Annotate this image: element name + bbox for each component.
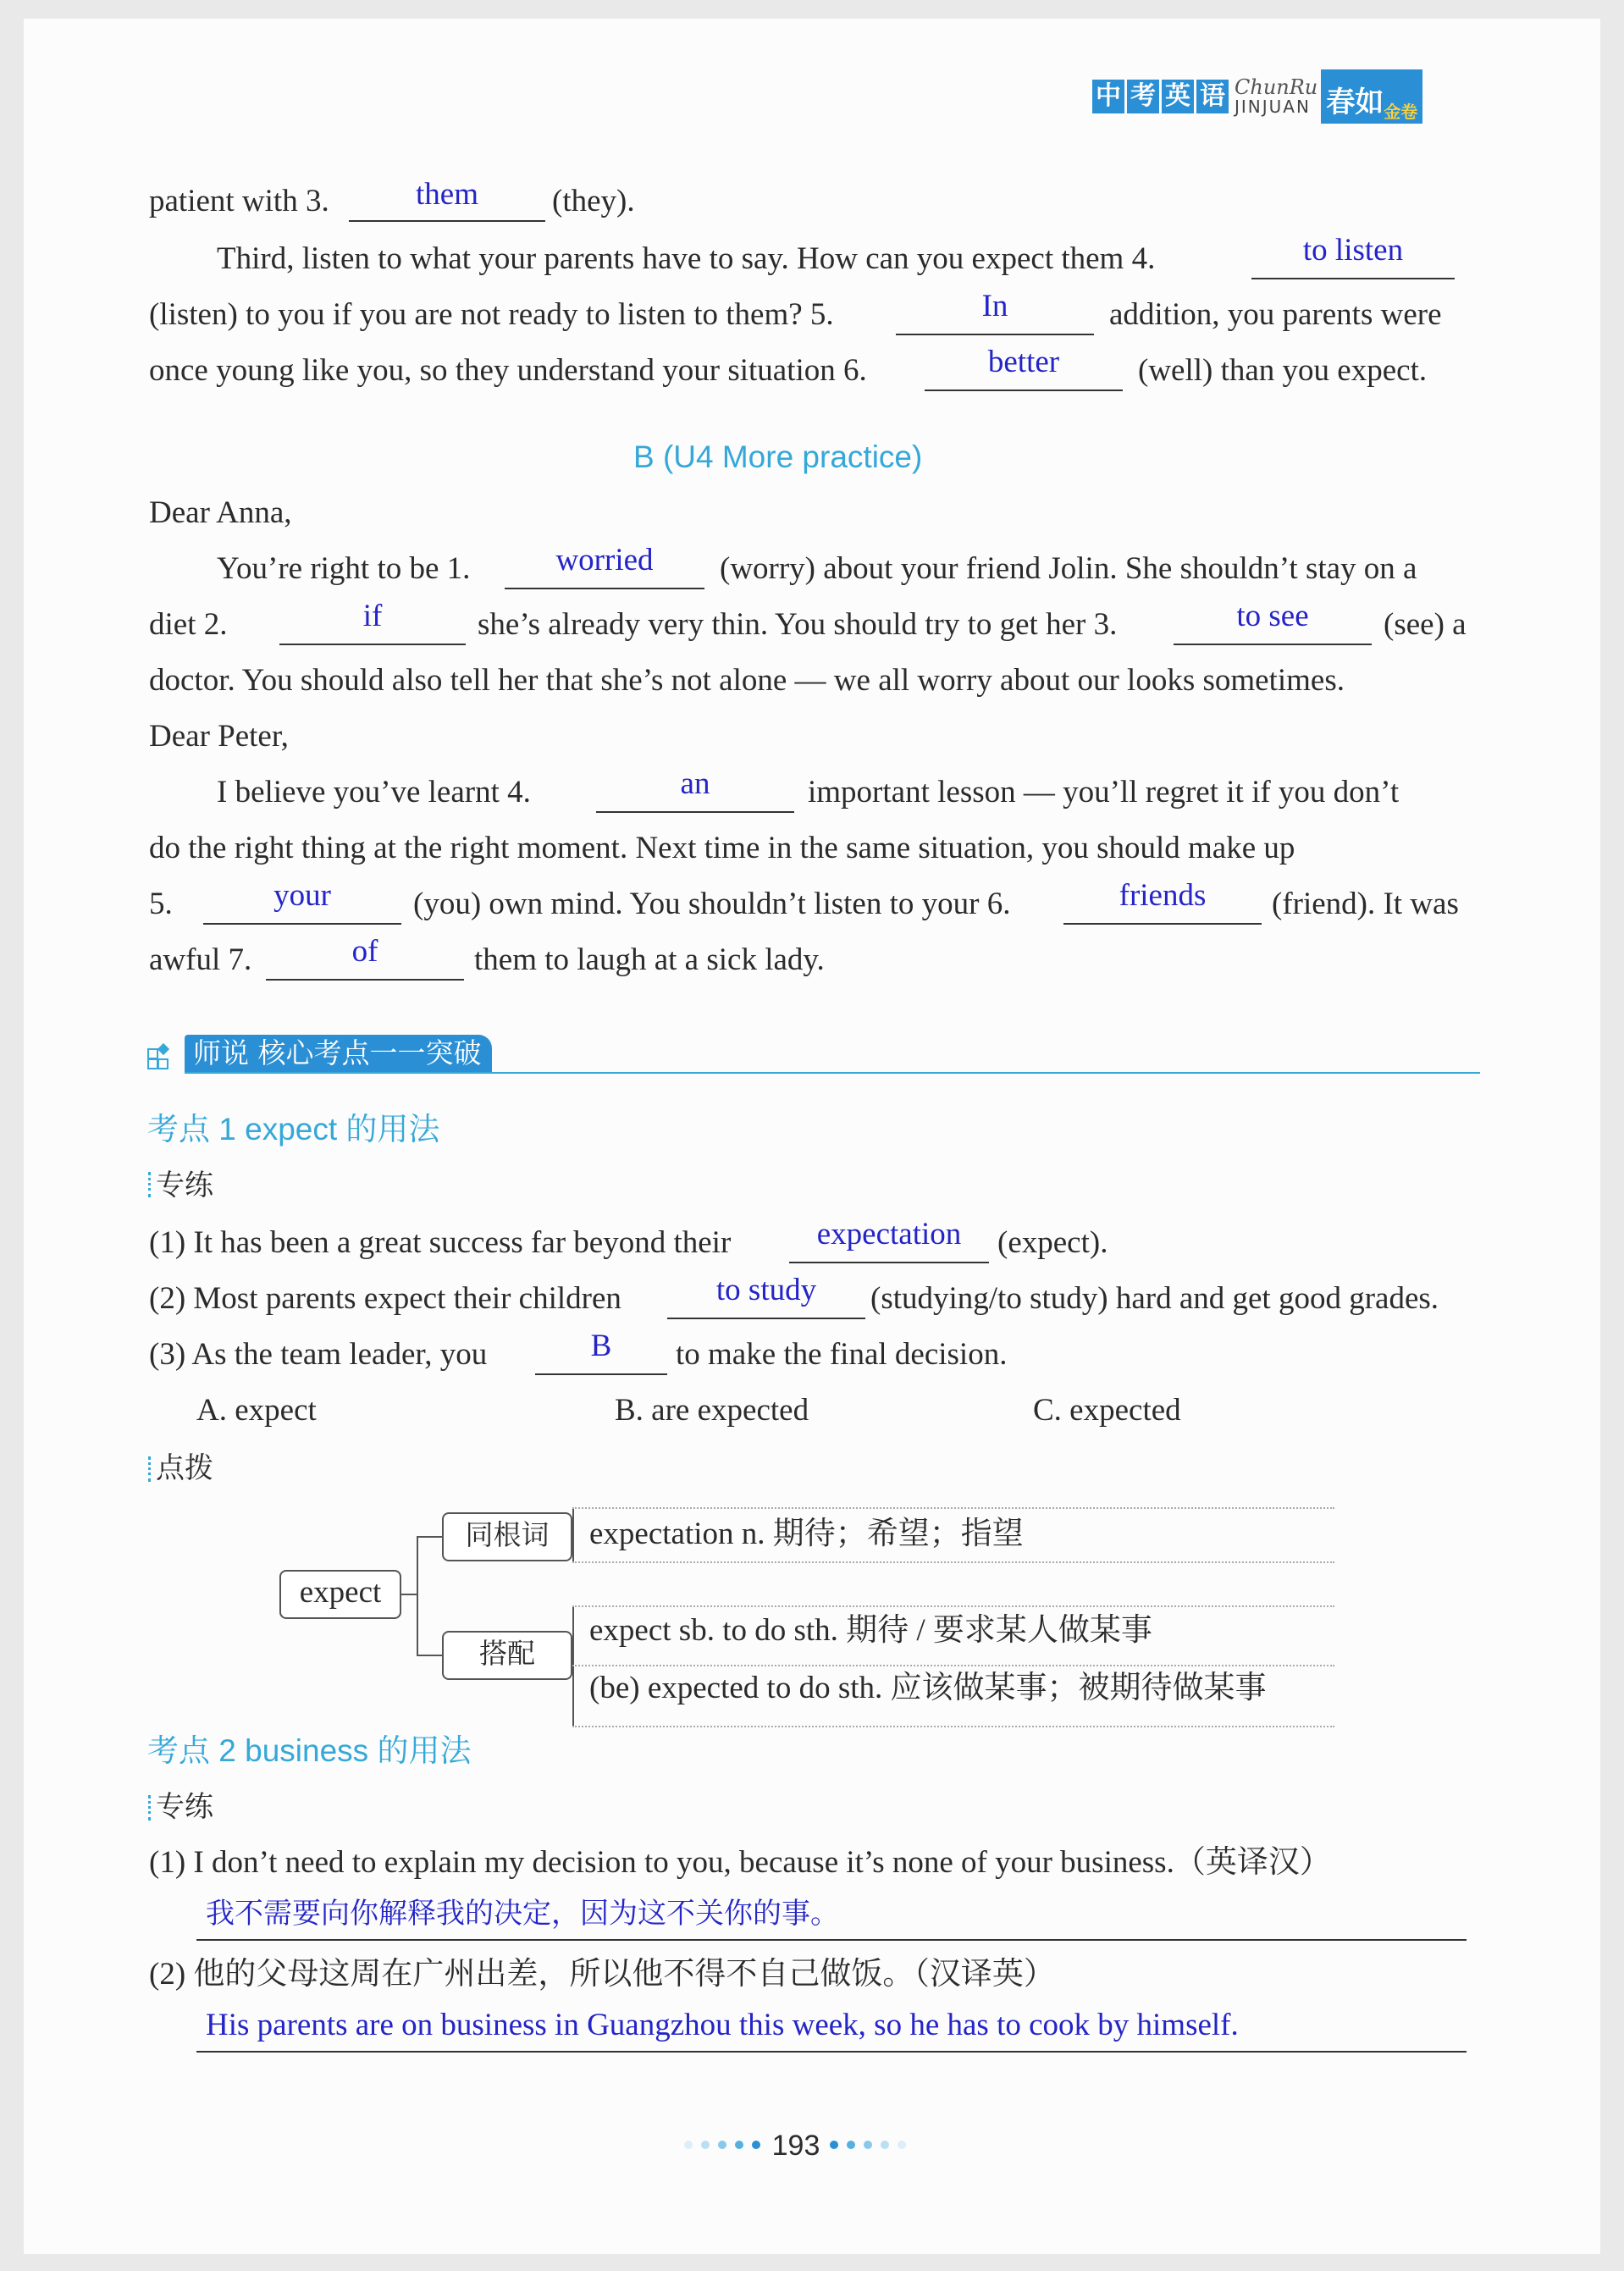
question: to make the final decision.	[676, 1337, 1008, 1372]
answer-blank	[896, 334, 1094, 335]
dotted-rule	[572, 1726, 1334, 1727]
text-line: awful 7.	[149, 942, 252, 977]
question: (2) 他的父母这周在广州出差，所以他不得不自己做饭。（汉译英）	[149, 1957, 1055, 1992]
greeting: Dear Peter,	[149, 719, 289, 754]
answer-blank	[1174, 644, 1372, 645]
section-banner: 师说 核心考点一一突破	[185, 1035, 492, 1072]
text-line: once young like you, so they understand your situation 6.	[149, 353, 867, 388]
page-number: 193	[771, 2130, 820, 2162]
answer-text: B	[590, 1329, 612, 1363]
branch-node: 同根词	[442, 1512, 572, 1561]
answer-text: expectation	[816, 1217, 962, 1252]
answer-text: if	[362, 599, 383, 633]
footer-dot	[881, 2141, 889, 2149]
branch-item: expect sb. to do sth. 期待 / 要求某人做某事	[589, 1613, 1152, 1648]
connector	[417, 1536, 418, 1656]
text-line: (worry) about your friend Jolin. She shouldn’t stay on a	[720, 551, 1417, 586]
answer-blank	[596, 811, 794, 813]
brand-chinese: 春如	[1326, 86, 1384, 119]
practice-label: 专练	[156, 1169, 213, 1202]
answer-text: 我不需要向你解释我的决定，因为这不关你的事。	[206, 1897, 839, 1931]
answer-line	[196, 1939, 1467, 1941]
connector	[417, 1536, 442, 1538]
answer-text: an	[680, 766, 710, 801]
text-line: (well) than you expect.	[1138, 353, 1428, 388]
connector	[400, 1594, 417, 1595]
series-box: 英	[1162, 80, 1194, 113]
answer-blank	[505, 588, 704, 589]
branch-node: 搭配	[442, 1631, 572, 1680]
series-box: 语	[1196, 80, 1229, 113]
footer-dot	[718, 2141, 726, 2149]
page	[24, 19, 1600, 2254]
answer-blank	[203, 923, 401, 925]
greeting: Dear Anna,	[149, 495, 292, 530]
footer-dot	[830, 2141, 838, 2149]
option: B. are expected	[615, 1393, 809, 1428]
question: (1) I don’t need to explain my decision to you, because it’s none of your business.（英译汉）	[149, 1845, 1331, 1880]
answer-blank	[1063, 923, 1262, 925]
text-line: (you) own mind. You shouldn’t listen to your 6.	[413, 887, 1011, 921]
footer-dot	[735, 2141, 743, 2149]
grid-icon	[147, 1040, 174, 1067]
option: A. expect	[196, 1393, 317, 1428]
dotted-rule	[572, 1507, 1334, 1509]
text-line: she’s already very thin. You should try to get her 3.	[478, 607, 1118, 642]
text-line: (see) a	[1384, 607, 1467, 642]
banner-rule	[185, 1072, 1480, 1074]
practice-label: 专练	[156, 1790, 213, 1824]
footer-dot	[898, 2141, 906, 2149]
question: (studying/to study) hard and get good grades.	[870, 1281, 1439, 1316]
brand-suffix: 金卷	[1384, 102, 1418, 122]
footer-dot	[864, 2141, 872, 2149]
point-title: 考点 1 expect 的用法	[147, 1112, 440, 1147]
text-line: patient with 3.	[149, 184, 329, 218]
connector	[417, 1655, 442, 1656]
answer-text: worried	[555, 543, 654, 577]
answer-text: them	[416, 177, 478, 212]
bracket-line	[572, 1605, 574, 1727]
series-logo	[1092, 69, 1422, 124]
dotted-rule	[572, 1605, 1334, 1607]
text-line: important lesson — you’ll regret it if you don’t	[808, 775, 1400, 809]
answer-text: of	[351, 934, 378, 969]
section-title: B (U4 More practice)	[633, 439, 923, 474]
answer-blank	[925, 390, 1123, 391]
dotted-rule	[572, 1561, 1334, 1563]
footer-dot	[847, 2141, 855, 2149]
footer-dot	[684, 2141, 693, 2149]
answer-text: better	[987, 345, 1060, 379]
text-line: (they).	[552, 184, 635, 218]
answer-text: your	[273, 878, 331, 913]
series-box: 中	[1092, 80, 1124, 113]
branch-item: expectation n. 期待；希望；指望	[589, 1517, 1024, 1551]
text-line: doctor. You should also tell her that she’s not alone — we all worry about our looks sometimes.	[149, 663, 1345, 698]
brand-latin-top: ChunRu	[1235, 75, 1318, 99]
series-box: 考	[1127, 80, 1159, 113]
text-line: do the right thing at the right moment. Next time in the same situation, you should make up	[149, 831, 1295, 865]
bracket-line	[572, 1507, 574, 1563]
footer-dot	[752, 2141, 760, 2149]
answer-text: friends	[1119, 878, 1207, 913]
text-line: I believe you’ve learnt 4.	[217, 775, 531, 809]
answer-blank	[279, 644, 466, 645]
tips-label: 点拨	[156, 1451, 213, 1485]
brand-badge	[1321, 69, 1422, 124]
question: (3) As the team leader, you	[149, 1337, 488, 1372]
answer-text: to listen	[1302, 233, 1404, 268]
answer-blank	[349, 220, 545, 222]
branch-item: (be) expected to do sth. 应该做某事；被期待做某事	[589, 1671, 1267, 1705]
answer-blank	[1251, 278, 1455, 279]
question: (1) It has been a great success far beyond their	[149, 1225, 732, 1260]
text-line: diet 2.	[149, 607, 228, 642]
answer-blank	[266, 979, 464, 981]
text-line: You’re right to be 1.	[217, 551, 471, 586]
answer-blank	[789, 1262, 989, 1263]
answer-text: His parents are on business in Guangzhou this week, so he has to cook by himself.	[206, 2008, 1239, 2042]
text-line: Third, listen to what your parents have to say. How can you expect them 4.	[217, 241, 1156, 276]
question: (2) Most parents expect their children	[149, 1281, 621, 1316]
answer-text: In	[981, 289, 1008, 323]
text-line: 5.	[149, 887, 173, 921]
root-node: expect	[279, 1570, 401, 1619]
answer-text: to study	[715, 1273, 817, 1307]
answer-text: to see	[1236, 599, 1309, 633]
footer-dot	[701, 2141, 710, 2149]
point-title: 考点 2 business 的用法	[147, 1733, 472, 1768]
answer-blank	[535, 1373, 667, 1375]
question: (expect).	[997, 1225, 1108, 1260]
text-line: them to laugh at a sick lady.	[474, 942, 825, 977]
dotted-rule	[572, 1665, 1334, 1666]
option: C. expected	[1033, 1393, 1181, 1428]
text-line: (friend). It was	[1272, 887, 1459, 921]
answer-blank	[667, 1318, 865, 1319]
text-line: (listen) to you if you are not ready to listen to them? 5.	[149, 297, 834, 332]
answer-line	[196, 2051, 1467, 2053]
text-line: addition, you parents were	[1109, 297, 1442, 332]
brand-latin-bottom: JINJUAN	[1235, 97, 1311, 117]
